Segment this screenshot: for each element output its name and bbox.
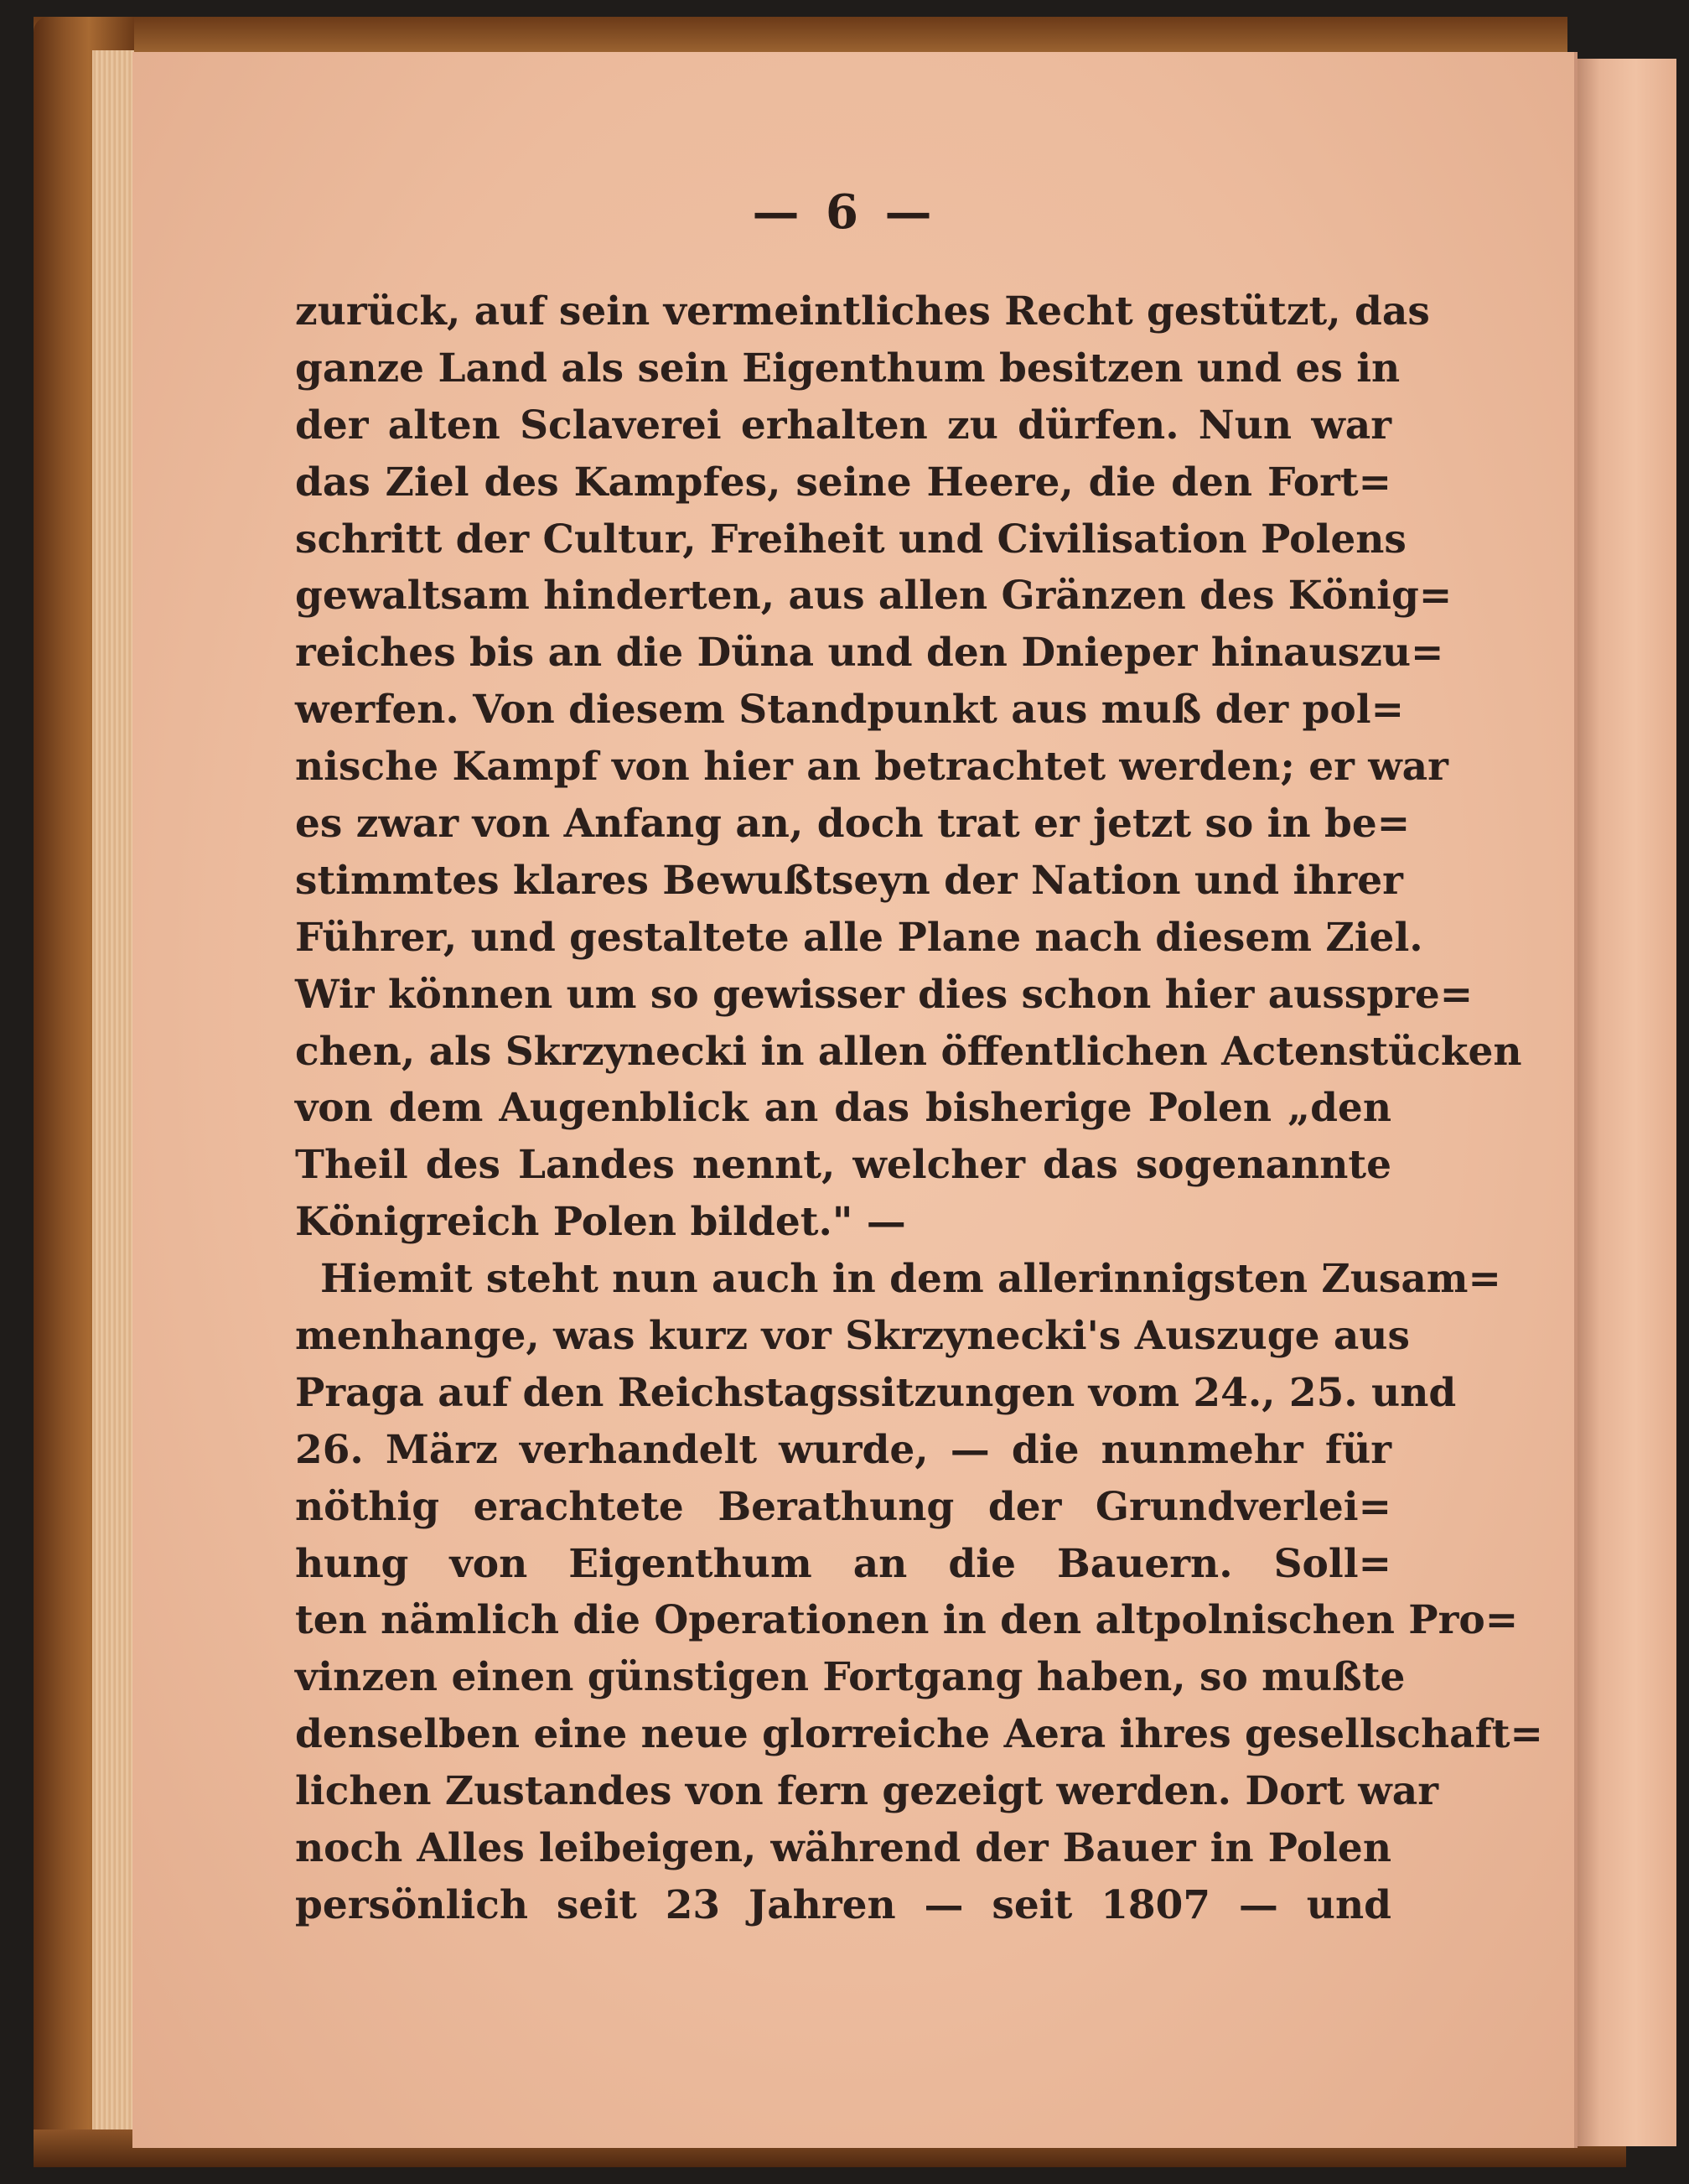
page-number: — 6 —	[752, 184, 937, 240]
text-line: lichen Zustandes von fern gezeigt werden. Dort war	[295, 1768, 1438, 1815]
paragraph-end-line: Königreich Polen bildet." —	[295, 1199, 906, 1246]
text-line: reiches bis an die Düna und den Dnieper hinauszu=	[295, 630, 1444, 677]
text-line: denselben eine neue glorreiche Aera ihres gesellschaft=	[295, 1711, 1543, 1758]
text-line: menhange, was kurz vor Skrzynecki's Auszuge aus	[295, 1313, 1410, 1360]
text-line: das Ziel des Kampfes, seine Heere, die den Fort=	[295, 459, 1391, 506]
text-line: stimmtes klares Bewußtseyn der Nation und ihrer	[295, 857, 1403, 904]
text-line: nische Kampf von hier an betrachtet werden; er war	[295, 744, 1448, 791]
text-line: vinzen einen günstigen Fortgang haben, so mußte	[295, 1654, 1406, 1701]
text-line: ganze Land als sein Eigenthum besitzen und es in	[295, 345, 1401, 392]
paragraph-start-line: Hiemit steht nun auch in dem allerinnigsten Zusam=	[320, 1256, 1501, 1303]
text-line: persönlich seit 23 Jahren — seit 1807 — und	[295, 1881, 1391, 1928]
text-line: chen, als Skrzynecki in allen öffentlichen Actenstücken	[295, 1028, 1522, 1075]
page-stack-edges	[92, 50, 134, 2130]
text-line: ten nämlich die Operationen in den altpolnischen Pro=	[295, 1597, 1519, 1644]
text-line: es zwar von Anfang an, doch trat er jetzt so in be=	[295, 801, 1411, 848]
text-line: hung von Eigenthum an die Bauern. Soll=	[295, 1540, 1391, 1587]
text-line: gewaltsam hinderten, aus allen Gränzen des König=	[295, 573, 1453, 620]
text-line: Führer, und gestaltete alle Plane nach diesem Ziel.	[295, 914, 1423, 961]
text-line: von dem Augenblick an das bisherige Polen „den	[295, 1085, 1391, 1132]
facing-page	[1574, 59, 1676, 2146]
text-line: zurück, auf sein vermeintliches Recht gestützt, das	[295, 288, 1430, 335]
text-line: nöthig erachtete Berathung der Grundverlei=	[295, 1483, 1391, 1530]
text-line: schritt der Cultur, Freiheit und Civilisation Polens	[295, 516, 1407, 563]
text-line: der alten Sclaverei erhalten zu dürfen. Nun war	[295, 402, 1391, 449]
text-line: Wir können um so gewisser dies schon hier ausspre=	[295, 971, 1474, 1018]
text-line: Praga auf den Reichstagssitzungen vom 24., 25. und	[295, 1369, 1457, 1416]
body-text	[295, 283, 1543, 1934]
text-line: noch Alles leibeigen, während der Bauer in Polen	[295, 1825, 1391, 1872]
text-line: Theil des Landes nennt, welcher das sogenannte	[295, 1142, 1391, 1189]
text-line: werfen. Von diesem Standpunkt aus muß der pol=	[295, 687, 1404, 734]
text-line: 26. März verhandelt wurde, — die nunmehr für	[295, 1426, 1391, 1473]
